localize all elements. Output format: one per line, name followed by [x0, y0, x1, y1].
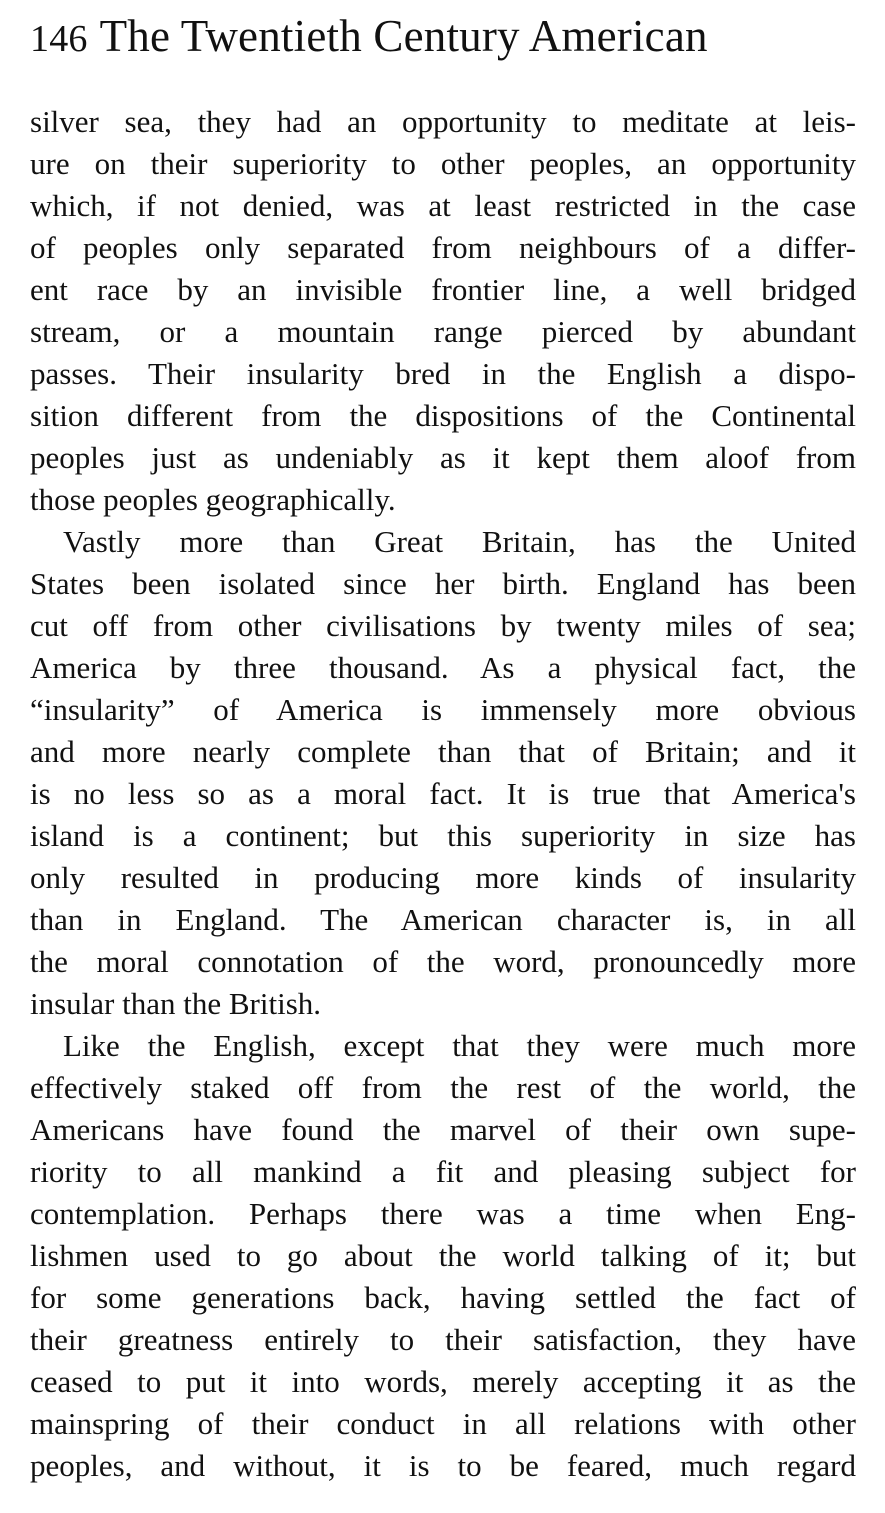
text-line: of peoples only separated from neighbours of a differ- [30, 230, 856, 265]
text-line: island is a continent; but this superiority in size has [30, 818, 856, 853]
text-line: ent race by an invisible frontier line, a well bridged [30, 272, 856, 307]
paragraph-end-line: those peoples geographically. [30, 482, 396, 517]
text-line: States been isolated since her birth. England has been [30, 566, 856, 601]
text-line: the moral connotation of the word, pronouncedly more [30, 944, 856, 979]
text-line: which, if not denied, was at least restricted in the case [30, 188, 856, 223]
text-line: peoples, and without, it is to be feared, much regard [30, 1448, 856, 1483]
text-line: mainspring of their conduct in all relations with other [30, 1406, 856, 1441]
text-line: lishmen used to go about the world talking of it; but [30, 1238, 856, 1273]
text-line: riority to all mankind a fit and pleasing subject for [30, 1154, 856, 1189]
text-line: their greatness entirely to their satisfaction, they have [30, 1322, 856, 1357]
text-line: sition different from the dispositions of the Continental [30, 398, 856, 433]
body-text [30, 101, 856, 1487]
text-line: “insularity” of America is immensely more obvious [30, 692, 856, 727]
text-line: contemplation. Perhaps there was a time when Eng- [30, 1196, 856, 1231]
text-line: passes. Their insularity bred in the English a dispo- [30, 356, 856, 391]
running-head [30, 8, 860, 64]
paragraph-end-line: insular than the British. [30, 986, 322, 1021]
text-line: silver sea, they had an opportunity to meditate at leis- [30, 104, 856, 139]
text-line: than in England. The American character is, in all [30, 902, 856, 937]
text-line: is no less so as a moral fact. It is true that America's [30, 776, 856, 811]
page-number: 146 [30, 18, 88, 60]
paragraph-start-line: Like the English, except that they were much more [63, 1028, 856, 1063]
text-line: only resulted in producing more kinds of insularity [30, 860, 856, 895]
text-line: stream, or a mountain range pierced by abundant [30, 314, 856, 349]
text-line: cut off from other civilisations by twenty miles of sea; [30, 608, 856, 643]
text-line: ure on their superiority to other peoples, an opportunity [30, 146, 856, 181]
text-line: and more nearly complete than that of Britain; and it [30, 734, 856, 769]
text-line: America by three thousand. As a physical fact, the [30, 650, 856, 685]
text-line: peoples just as undeniably as it kept them aloof from [30, 440, 856, 475]
text-line: effectively staked off from the rest of the world, the [30, 1070, 856, 1105]
paragraph-start-line: Vastly more than Great Britain, has the United [63, 524, 856, 559]
text-line: ceased to put it into words, merely accepting it as the [30, 1364, 856, 1399]
text-line: for some generations back, having settled the fact of [30, 1280, 856, 1315]
running-title: The Twentieth Century American [99, 11, 708, 61]
text-line: Americans have found the marvel of their own supe- [30, 1112, 856, 1147]
